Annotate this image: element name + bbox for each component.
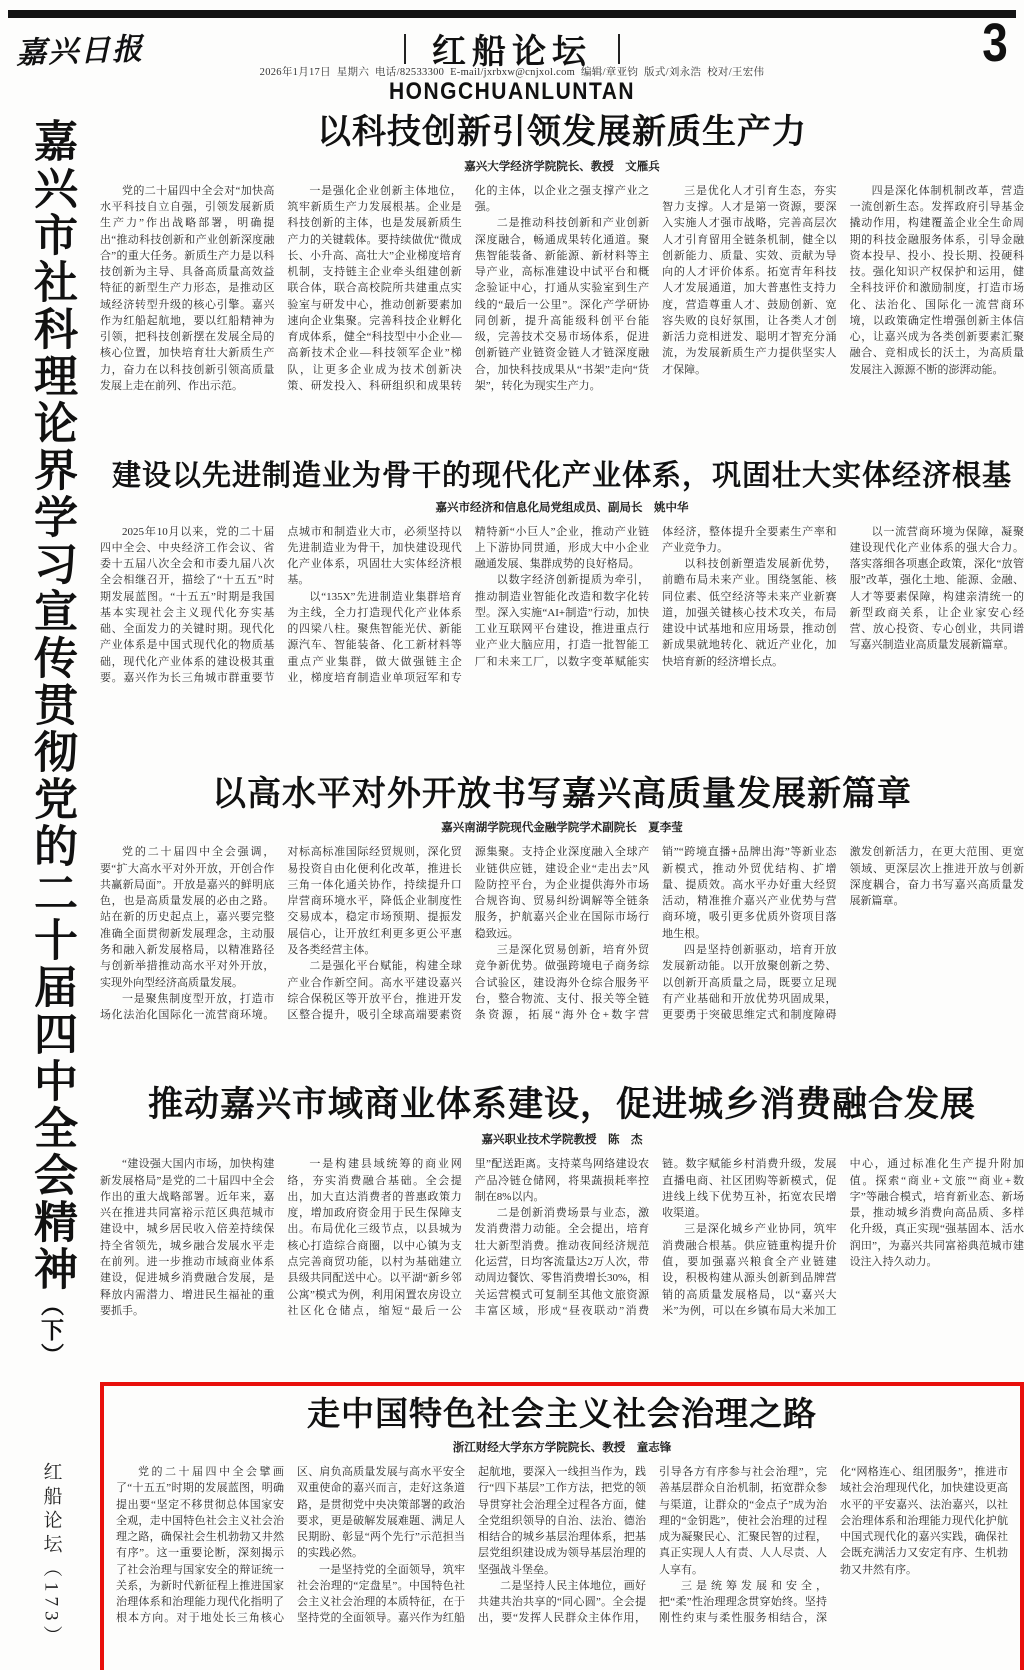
sidebar [8, 118, 94, 1663]
sidebar-series-label: 红船论坛（173） [40, 1461, 62, 1649]
article-commerce-system [100, 1084, 1024, 1374]
article-byline: 嘉兴职业技术学院教授 陈 杰 [481, 1134, 643, 1147]
sidebar-theme-title-text: 嘉兴市社科理论界学习宣传贯彻党的二十届四中全会精神 [27, 118, 76, 1293]
page-number: 3 [982, 13, 1008, 73]
article-paragraph: 一是强化企业创新主体地位，筑牢新质生产力发展根基。企业是科技创新的主体，也是发展新质生产力的关键载体。要持续做优“微成长、小升高、高壮大”企业梯度培育机制，支持链主企业牵头组建创新联合体，联合高校院所共建重点实验室与研发中心，推动创新要素加速向企业集聚。完善科技企业孵化育成体系，健全“科技型中小企业—高新技术企业—科技领军企业”梯队，让更多企业成为技术创新决策、研发投入、科研组织和成果转化的主体，以企业之强支撑产业之强。 [287, 184, 650, 392]
article-opening-up [100, 774, 1024, 1075]
article-paragraph: 二是推动科技创新和产业创新深度融合，畅通成果转化通道。聚焦智能装备、新能源、新材料等主导产业，高标准建设中试平台和概念验证中心，打通从实验室到生产线的“最后一公里”。深化产学研协同创新，提升高能级科创平台能级，完善技术交易市场体系，促进创新链产业链资金链人才链深度融合，加快科技成果从“书架”走向“货架”，转化为现实生产力。 [474, 217, 650, 392]
article-body [100, 524, 1024, 720]
article-social-governance-highlighted [100, 1382, 1024, 1670]
article-headline: 推动嘉兴市域商业体系建设，促进城乡消费融合发展 [147, 1085, 976, 1125]
article-headline: 以高水平对外开放书写嘉兴高质量发展新篇章 [212, 774, 912, 813]
article-paragraph: 以科技创新塑造发展新优势，前瞻布局未来产业。围绕氢能、核同位素、低空经济等未来产业新赛道，加强关键核心技术攻关，布局建设中试基地和应用场景，推动创新成果就地转化、就近产业化，加快培育新的经济增长点。 [662, 558, 837, 668]
article-paragraph: “建设强大国内市场，加快构建新发展格局”是党的二十届四中全会作出的重大战略部署。近年来，嘉兴在推进共同富裕示范区典范城市建设中，城乡居民收入倍差持续保持全省领先，城乡融合发展水平走在前列。进一步推动市域商业体系建设，促进城乡消费融合发展，是释放内需潜力、增进民生福祉的重要抓手。 [100, 1158, 275, 1317]
dateline: 2026年1月17日 星期六 电话/82533300 E-mail/jxrbxw@cnjxol.com 编辑/章亚钧 版式/刘永浩 校对/王宏伟 [259, 67, 765, 78]
article-paragraph: 以一流营商环境为保障，凝聚建设现代化产业体系的强大合力。落实落细各项惠企政策，深化“放管服”改革，强化土地、能源、金融、人才等要素保障，构建亲清统一的新型政商关系，让企业家安心经营、放心投资、专心创业，共同谱写嘉兴制造业高质量发展新篇章。 [849, 525, 1024, 652]
top-rule [8, 10, 1016, 18]
article-paragraph: 四是坚持创新驱动，培育开放发展新动能。以开放聚创新之势、以创新开高质量之局，既要立足现有产业基础和开放优势巩固成果，更要勇于突破思维定式和制度障碍激发创新活力，在更大范围、更宽领域、更深层次上推进开放与创新深度耦合，奋力书写嘉兴高质量发展新篇章。 [662, 846, 1024, 1022]
article-headline: 以科技创新引领发展新质生产力 [317, 113, 807, 151]
article-byline: 浙江财经大学东方学院院长、教授 童志锋 [452, 1441, 672, 1454]
article-body [100, 183, 1024, 445]
article-body [116, 1464, 1008, 1666]
section-title: 红船论坛 [432, 33, 592, 71]
article-paragraph: 党的二十届四中全会强调，要“扩大高水平对外开放，开创合作共赢新局面”。开放是嘉兴的鲜明底色，也是高质量发展的必由之路。站在新的历史起点上，嘉兴要完整准确全面贯彻新发展理念，主动服务和融入新发展格局，以精准路径与创新举措推动高水平对外开放，实现外向型经济高质量发展。 [100, 846, 275, 989]
article-manufacturing-system [100, 459, 1024, 720]
article-byline: 嘉兴市经济和信息化局党组成员、副局长 姚中华 [435, 501, 689, 514]
article-paragraph: 党的二十届四中全会对“加快高水平科技自立自强，引领发展新质生产力”作出战略部署，明确提出“推动科技创新和产业创新深度融合”的重大任务。新质生产力是以科技创新为主导、具备高质量高效益特征的新型生产力形态，是推动区域经济转型升级的核心引擎。嘉兴作为红船起航地，要以红船精神为引领，把科技创新摆在发展全局的核心位置，加快培育壮大新质生产力，奋力在以科技创新引领高质量发展上走在前列、作出示范。 [100, 184, 275, 392]
section-title-pinyin: HONGCHUANLUNTAN [388, 78, 636, 105]
article-byline: 嘉兴大学经济学院院长、教授 文雁兵 [464, 160, 660, 173]
article-paragraph: 以“135X”先进制造业集群培育为主线，全力打造现代化产业体系的四梁八柱。聚焦智能光伏、新能源汽车、智能装备、化工新材料等重点产业集群，做大做强链主企业，梯度培育制造业单项冠军和专精特新“小巨人”企业，推动产业链上下游协同贯通，形成大中小企业融通发展、集群成势的良好格局。 [287, 525, 650, 684]
masthead-logo: 嘉兴日报 [15, 31, 145, 72]
articles-area [100, 112, 1024, 1670]
title-bar-right-icon [618, 34, 620, 64]
title-bar-left-icon [404, 34, 406, 64]
article-paragraph: 二是坚持人民主体地位，画好共建共治共享的“同心圆”。全会提出，要“发挥人民群众主体作用，引导各方有序参与社会治理”，完善基层群众自治机制，拓宽群众参与渠道，让群众的“金点子”成为治理的“金钥匙”，使社会治理的过程成为凝聚民心、汇聚民智的过程，真正实现人人有责、人人尽责、人人享有。 [478, 1465, 827, 1625]
article-headline: 走中国特色社会主义社会治理之路 [307, 1395, 817, 1433]
article-headline: 建设以先进制造业为骨干的现代化产业体系，巩固壮大实体经济根基 [111, 459, 1012, 492]
article-paragraph: 一是聚焦制度型开放，打造市场化法治化国际化一流营商环境。对标高标准国际经贸规则，深化贸易投资自由化便利化改革，推进长三角一体化通关协作，持续提升口岸营商环境水平，降低企业制度性交易成本，稳定市场预期、提振发展信心，让开放红利更多更公平惠及各类经营主体。 [100, 846, 462, 1022]
article-body [100, 844, 1024, 1074]
article-science-innovation [100, 112, 1024, 445]
article-paragraph: 三是深化贸易创新，培育外贸竞争新优势。做强跨境电子商务综合试验区，建设海外仓综合服务平台，整合物流、支付、报关等全链条资源，拓展“海外仓+数字营销”“跨境直播+品牌出海”等新业态新模式，推动外贸优结构、扩增量、提质效。高水平办好重大经贸活动，精准推介嘉兴产业优势与营商环境，吸引更多优质外资项目落地生根。 [474, 846, 837, 1022]
article-paragraph: 三是统筹发展和安全，把“柔”性治理理念贯穿始终。坚持刚性约束与柔性服务相结合，深化“网格连心、组团服务”，推进市域社会治理现代化，加快建设更高水平的平安嘉兴、法治嘉兴，以社会治理体系和治理能力现代化护航中国式现代化的嘉兴实践，确保社会既充满活力又安定有序、生机勃勃又井然有序。 [659, 1465, 1008, 1625]
article-paragraph: 四是深化体制机制改革，营造一流创新生态。发挥政府引导基金撬动作用，构建覆盖企业全生命周期的科技金融服务体系，引导金融资本投早、投小、投长期、投硬科技。强化知识产权保护和运用，健全科技评价和激励制度，打造市场化、法治化、国际化一流营商环境，以政策确定性增强创新主体信心，让嘉兴成为各类创新要素汇聚融合、竞相成长的沃土，为高质量发展注入源源不断的澎湃动能。 [849, 184, 1024, 376]
article-paragraph: 二是创新消费场景与业态，激发消费潜力动能。全会提出，培育壮大新型消费。推动夜间经济规范化运营，日均客流量达2万人次，带动周边餐饮、零售消费增长30%，相关运营模式可复制至其他文旅资源丰富区域，形成“昼夜联动”消费链。数字赋能乡村消费升级，发展直播电商、社区团购等新模式，促进线上线下优势互补，拓宽农民增收渠道。 [474, 1158, 837, 1317]
article-paragraph: 三是优化人才引育生态，夯实智力支撑。人才是第一资源，要深入实施人才强市战略，完善高层次人才引育留用全链条机制，健全以创新能力、质量、实效、贡献为导向的人才评价体系。拓宽青年科技人才发展通道，加大普惠性支持力度，营造尊重人才、鼓励创新、宽容失败的良好氛围，让各类人才创新活力竞相迸发、聪明才智充分涌流，为发展新质生产力提供坚实人才保障。 [662, 184, 837, 376]
article-byline: 嘉兴南湖学院现代金融学院学术副院长 夏李莹 [441, 822, 683, 835]
article-paragraph: 三是深化城乡产业协同，筑牢消费融合根基。供应链重构提升价值，要加强嘉兴粮食全产业链建设，积极构建从源头创新到品牌营销的高质量发展格局，以“嘉兴大米”为例，可以在乡镇布局大米加工中心，通过标准化生产提升附加值。探索“商业+文旅”“商业+数字”等融合模式，培育新业态、新场景，推动城乡消费向高品质、多样化升级，真正实现“强基固本、活水润田”，为嘉兴共同富裕典范城市建设注入持久动力。 [662, 1158, 1024, 1317]
sidebar-theme-title [27, 118, 76, 1368]
article-paragraph: 以数字经济创新提质为牵引，推动制造业智能化改造和数字化转型。深入实施“AI+制造”行动，加快工业互联网平台建设，推进重点行业产业大脑应用，打造一批智能工厂和未来工厂，以数字变革赋能实体经济，整体提升全要素生产率和产业竞争力。 [474, 525, 837, 668]
article-paragraph: 一是坚持党的全面领导，筑牢社会治理的“定盘星”。中国特色社会主义社会治理的本质特征，在于坚持党的全面领导。嘉兴作为红船起航地，要深入一线担当作为，践行“四下基层”工作方法，把党的领导贯穿社会治理全过程各方面，健全党组织领导的自治、法治、德治相结合的城乡基层治理体系，把基层党组织建设成为领导基层治理的坚强战斗堡垒。 [297, 1465, 646, 1625]
article-paragraph: 一是构建县域统筹的商业网络，夯实消费融合基础。全会提出，加大直达消费者的普惠政策力度，增加政府资金用于民生保障支出。布局优化三级节点，以县城为核心打造综合商圈，以中心镇为支点完善商贸功能，以村为基础建立县级共同配送中心。以平湖“新乡邻公寓”模式为例，利用闲置农房设立社区化仓储点，缩短“最后一公里”配送距离。支持菜鸟网络建设农产品冷链仓储网，将果蔬损耗率控制在8%以内。 [287, 1158, 650, 1317]
article-body [100, 1156, 1024, 1374]
sidebar-theme-title-suffix: （下） [38, 1293, 64, 1368]
article-paragraph: 党的二十届四中全会擘画了“十五五”时期的发展蓝图，明确提出要“坚定不移贯彻总体国家安全观，走中国特色社会主义社会治理之路，确保社会生机勃勃又井然有序”。这一重要论断，深刻揭示了社会治理与国家安全的辩证统一关系，为新时代新征程上推进国家治理体系和治理能力现代化指明了根本方向。对于地处长三角核心区、肩负高质量发展与高水平安全双重使命的嘉兴而言，走好这条道路，是贯彻党中央决策部署的政治要求，更是破解发展难题、满足人民期盼、彰显“两个先行”示范担当的实践必然。 [116, 1465, 465, 1625]
article-paragraph: 2025年10月以来，党的二十届四中全会、中央经济工作会议、省委十五届八次全会和市委九届八次全会相继召开，描绘了“十五五”时期发展蓝图。“十五五”时期是我国基本实现社会主义现代化夯实基础、全面发力的关键时期。现代化产业体系是中国式现代化的物质基础，现代化产业体系的建设极其重要。嘉兴作为长三角城市群重要节点城市和制造业大市，必须坚持以先进制造业为骨干，加快建设现代化产业体系，巩固壮大实体经济根基。 [100, 525, 462, 684]
article-paragraph: 二是强化平台赋能，构建全球产业合作新空间。高水平建设嘉兴综合保税区等开放平台，推进开发区整合提升，吸引全球高端要素资源集聚。支持企业深度融入全球产业链供应链，建设企业“走出去”风险防控平台，为企业提供海外市场合规咨询、贸易纠纷调解等全链条服务，护航嘉兴企业在国际市场行稳致远。 [287, 846, 650, 1022]
